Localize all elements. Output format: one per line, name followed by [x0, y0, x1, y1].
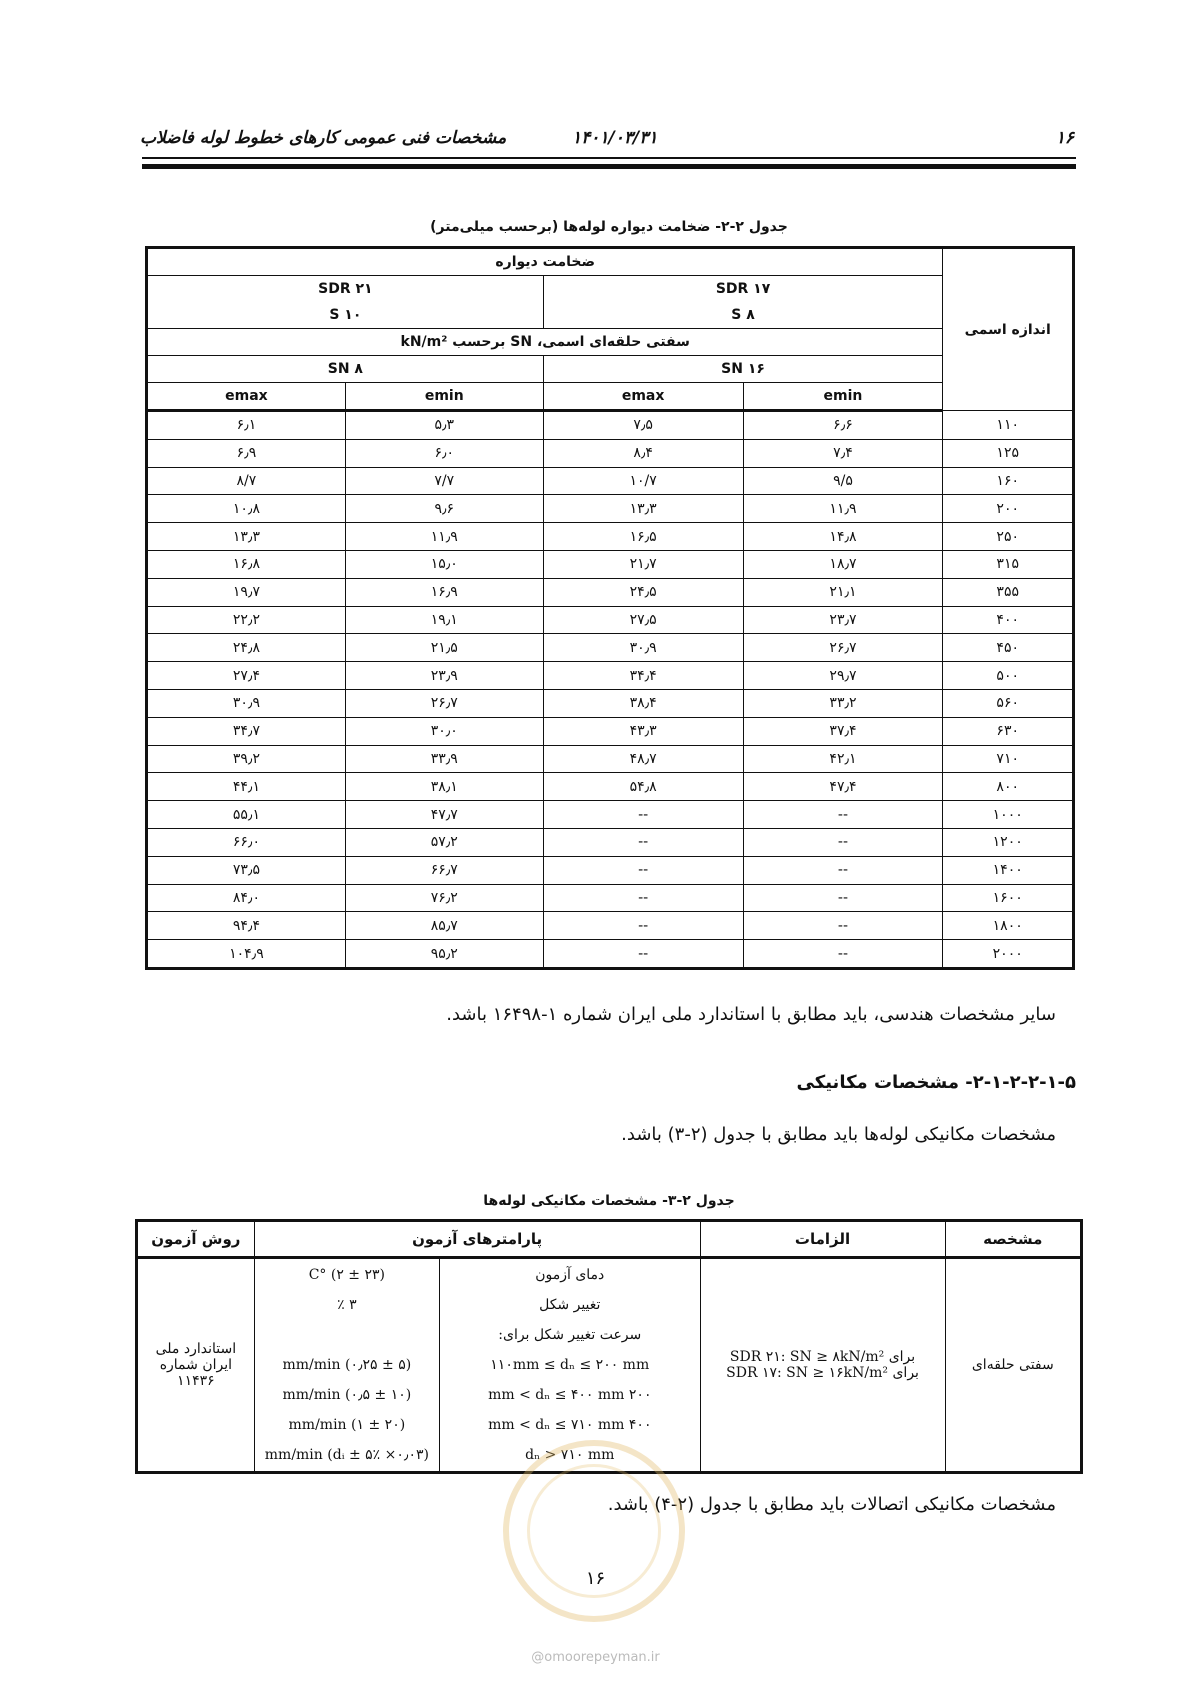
table-cell: ۲۱٫۱ [743, 578, 943, 606]
table-cell: ۹٫۶ [345, 495, 543, 523]
table-cell: ۱۸٫۷ [743, 550, 943, 578]
table-row [147, 439, 1074, 467]
table-cell: ۷/۷ [345, 467, 543, 495]
param-value [256, 1320, 438, 1350]
table-cell: ۱۶۰۰ [943, 884, 1074, 912]
table-cell: ۳۳٫۹ [345, 745, 543, 773]
table-cell: ۳۸٫۴ [543, 689, 743, 717]
table-cell: ۱۴٫۸ [743, 523, 943, 551]
table-cell: ۱۰٫۸ [147, 495, 346, 523]
wall-thickness-header: ضخامت دیواره [147, 248, 943, 276]
table-cell: ۳۰٫۹ [147, 689, 346, 717]
test-method-line: استاندارد ملی [155, 1341, 237, 1357]
table-cell: ۴۵۰ [943, 634, 1074, 662]
table-cell: ۲۰۰ [943, 495, 1074, 523]
table-cell: ۲۶٫۷ [345, 689, 543, 717]
table-row [147, 801, 1074, 829]
sdr17-header: SDR ۱۷ [543, 276, 943, 303]
table-cell: ۱۶٫۸ [147, 550, 346, 578]
col-property: مشخصه [945, 1221, 1081, 1258]
requirement-sdr21: برای SDR ۲۱: SN ≥ ۸kN/m² [729, 1349, 916, 1365]
table-cell: ۱۰۰۰ [943, 801, 1074, 829]
param-names-cell [440, 1258, 701, 1473]
paragraph-geometry-standard: سایر مشخصات هندسی، باید مطابق با استاندارد ملی ایران شماره ۱-۱۶۴۹۸ باشد. [446, 1004, 1056, 1025]
table-cell: ۲۰۰۰ [943, 940, 1074, 969]
param-values-cell [254, 1258, 439, 1473]
header-date: ۱۴۰۱/۰۳/۳۱ [572, 128, 658, 148]
table-cell: -- [743, 912, 943, 940]
table-cell: ۷۳٫۵ [147, 856, 346, 884]
table-cell: ۲۷٫۵ [543, 606, 743, 634]
table-cell: ۳۴٫۴ [543, 662, 743, 690]
table-cell: ۳۸٫۱ [345, 773, 543, 801]
running-header [140, 128, 1074, 150]
table-row [147, 745, 1074, 773]
s8-header: S ۸ [543, 302, 943, 329]
table-cell: ۲۹٫۷ [743, 662, 943, 690]
watermark-seal [503, 1440, 685, 1622]
table-cell: ۶٫۹ [147, 439, 346, 467]
requirement-sdr17: برای SDR ۱۷: SN ≥ ۱۶kN/m² [726, 1365, 919, 1381]
table-row [147, 578, 1074, 606]
sn8-header: SN ۸ [147, 356, 544, 383]
param-name: سرعت تغییر شکل برای: [498, 1327, 642, 1343]
table-cell: ۱۰/۷ [543, 467, 743, 495]
table-cell: ۲۴٫۸ [147, 634, 346, 662]
table-cell: ۶۶٫۰ [147, 828, 346, 856]
table-cell: ۳۴٫۷ [147, 717, 346, 745]
table-cell: ۲۱٫۵ [345, 634, 543, 662]
table-cell: ۱۹٫۱ [345, 606, 543, 634]
nominal-size-header: اندازه اسمی [943, 248, 1074, 411]
table-cell: ۵۵٫۱ [147, 801, 346, 829]
param-name: تغییر شکل [539, 1297, 601, 1313]
table-cell: ۶٫۶ [743, 411, 943, 440]
header-rule-thick [142, 164, 1076, 169]
table-cell: ۷٫۴ [743, 439, 943, 467]
table-cell: ۶۶٫۷ [345, 856, 543, 884]
table-cell: -- [743, 940, 943, 969]
table-cell: ۴۰۰ [943, 606, 1074, 634]
table-cell: ۱۳٫۳ [543, 495, 743, 523]
property-cell: سفتی حلقه‌ای [945, 1258, 1081, 1473]
table-row [147, 523, 1074, 551]
table-cell: -- [543, 856, 743, 884]
table-cell: ۲۴٫۵ [543, 578, 743, 606]
table-cell: ۵۶۰ [943, 689, 1074, 717]
table-cell: ۱۴۰۰ [943, 856, 1074, 884]
table-cell: ۱۶٫۵ [543, 523, 743, 551]
table-cell: ۹۴٫۴ [147, 912, 346, 940]
table-cell: ۵۴٫۸ [543, 773, 743, 801]
table-row [147, 662, 1074, 690]
table-cell: ۱۳٫۳ [147, 523, 346, 551]
col-requirements: الزامات [700, 1221, 945, 1258]
table-cell: -- [743, 828, 943, 856]
table-cell: ۲۷٫۴ [147, 662, 346, 690]
table-cell: -- [743, 856, 943, 884]
table1-caption: جدول ۲-۲- ضخامت دیواره لوله‌ها (برحسب میلی‌متر) [430, 219, 788, 235]
wall-thickness-rows [147, 411, 1074, 969]
table-cell: ۴۸٫۷ [543, 745, 743, 773]
table-cell: ۷۶٫۲ [345, 884, 543, 912]
param-value: (۲۳ ± ۲) °C [308, 1267, 386, 1283]
table-row [147, 467, 1074, 495]
s10-header: S ۱۰ [147, 302, 544, 329]
col-test-params: پارامترهای آزمون [254, 1221, 700, 1258]
col-test-method: روش آزمون [137, 1221, 255, 1258]
table-cell: ۲۳٫۷ [743, 606, 943, 634]
table-cell: ۵۰۰ [943, 662, 1074, 690]
test-method-line: ایران شماره [159, 1357, 233, 1373]
table-cell: ۹۵٫۲ [345, 940, 543, 969]
wall-thickness-table [145, 246, 1075, 970]
table-cell: ۱۱٫۹ [743, 495, 943, 523]
table-cell: ۵۷٫۲ [345, 828, 543, 856]
table-cell: ۴۲٫۱ [743, 745, 943, 773]
table-cell: ۴۳٫۳ [543, 717, 743, 745]
table-cell: ۱۶٫۹ [345, 578, 543, 606]
table-cell: ۸۰۰ [943, 773, 1074, 801]
table-row [147, 856, 1074, 884]
table-cell: ۲۶٫۷ [743, 634, 943, 662]
section-heading-mechanical: ۲-۱-۲-۲-۱-۵- مشخصات مکانیکی [796, 1072, 1076, 1093]
table-cell: ۵٫۳ [345, 411, 543, 440]
table-cell: -- [543, 828, 743, 856]
table-cell: ۱۵٫۰ [345, 550, 543, 578]
table-cell: ۱۹٫۷ [147, 578, 346, 606]
param-name: ۲۰۰ mm < dₙ ≤ ۴۰۰ mm [488, 1387, 652, 1403]
table-cell: ۴۷٫۷ [345, 801, 543, 829]
param-name: ۴۰۰ mm < dₙ ≤ ۷۱۰ mm [488, 1417, 652, 1433]
table-cell: -- [543, 912, 743, 940]
table-cell: ۳۹٫۲ [147, 745, 346, 773]
table-cell: ۴۷٫۴ [743, 773, 943, 801]
table-cell: ۱۱٫۹ [345, 523, 543, 551]
header-rule-thin [142, 157, 1076, 159]
table-cell: ۳۳٫۲ [743, 689, 943, 717]
param-value: ۳ ٪ [337, 1297, 357, 1313]
table-row [147, 495, 1074, 523]
watermark-site: @omoorepeyman.ir [531, 1650, 660, 1665]
table-cell: ۲۲٫۲ [147, 606, 346, 634]
table-cell: ۳۵۵ [943, 578, 1074, 606]
header-page-number: ۱۶ [1055, 128, 1074, 148]
col-emax-sdr21: emax [147, 383, 346, 411]
table-cell: ۸۵٫۷ [345, 912, 543, 940]
table-cell: -- [743, 884, 943, 912]
table-cell: ۱۰۴٫۹ [147, 940, 346, 969]
col-emin-sdr17: emin [743, 383, 943, 411]
param-name: دمای آزمون [535, 1267, 605, 1283]
param-value: (۱۰ ± ۰٫۵) mm/min [282, 1387, 412, 1403]
sdr21-header: SDR ۲۱ [147, 276, 544, 303]
table-cell: -- [543, 940, 743, 969]
paragraph-fittings-ref: مشخصات مکانیکی اتصالات باید مطابق با جدول (۲-۴) باشد. [607, 1494, 1056, 1515]
table-cell: -- [543, 801, 743, 829]
table-row [147, 606, 1074, 634]
param-name: ۱۱۰mm ≤ dₙ ≤ ۲۰۰ mm [490, 1357, 650, 1373]
sn16-header: SN ۱۶ [543, 356, 943, 383]
table-cell: -- [543, 884, 743, 912]
table-row [147, 717, 1074, 745]
table-row [147, 884, 1074, 912]
table-cell: ۸۴٫۰ [147, 884, 346, 912]
table-row [147, 689, 1074, 717]
requirements-cell [700, 1258, 945, 1473]
test-method-line: ۱۱۴۳۶ [177, 1373, 215, 1389]
table-row [147, 940, 1074, 969]
table-cell: ۷۱۰ [943, 745, 1074, 773]
table-cell: ۱۸۰۰ [943, 912, 1074, 940]
table-cell: ۱۶۰ [943, 467, 1074, 495]
param-value: (۰٫۰۳× dᵢ ± ۵٪) mm/min [264, 1447, 429, 1463]
table-cell: ۲۳٫۹ [345, 662, 543, 690]
table-row [147, 411, 1074, 440]
table2-caption: جدول ۲-۳- مشخصات مکانیکی لوله‌ها [483, 1193, 735, 1209]
param-value: (۵ ± ۰٫۲۵) mm/min [282, 1357, 412, 1373]
table-cell: ۱۲۰۰ [943, 828, 1074, 856]
table-cell: ۳۱۵ [943, 550, 1074, 578]
param-value: (۲۰ ± ۱) mm/min [288, 1417, 406, 1433]
table-cell: ۳۰٫۹ [543, 634, 743, 662]
table-row [147, 912, 1074, 940]
table-cell: ۴۴٫۱ [147, 773, 346, 801]
table-row [147, 773, 1074, 801]
col-emin-sdr21: emin [345, 383, 543, 411]
table-cell: ۷٫۵ [543, 411, 743, 440]
test-method-cell [137, 1258, 255, 1473]
stiffness-header: سفتی حلقه‌ای اسمی، SN برحسب kN/m² [147, 329, 943, 356]
table-cell: ۹/۵ [743, 467, 943, 495]
table-row [147, 828, 1074, 856]
table-cell: ۶٫۱ [147, 411, 346, 440]
col-emax-sdr17: emax [543, 383, 743, 411]
table-cell: ۶۳۰ [943, 717, 1074, 745]
mechanical-properties-table [135, 1219, 1083, 1474]
table-cell: ۱۲۵ [943, 439, 1074, 467]
table-cell: ۸٫۴ [543, 439, 743, 467]
table-row [147, 550, 1074, 578]
table-cell: ۶٫۰ [345, 439, 543, 467]
table-cell: ۲۱٫۷ [543, 550, 743, 578]
table-cell: ۲۵۰ [943, 523, 1074, 551]
table-cell: ۳۰٫۰ [345, 717, 543, 745]
table-cell: -- [743, 801, 943, 829]
table-cell: ۸/۷ [147, 467, 346, 495]
table-row [147, 634, 1074, 662]
paragraph-mechanical-ref: مشخصات مکانیکی لوله‌ها باید مطابق با جدول (۲-۳) باشد. [621, 1124, 1056, 1145]
header-title: مشخصات فنی عمومی کارهای خطوط لوله فاضلاب [140, 128, 507, 148]
footer-page-number: ۱۶ [585, 1568, 606, 1589]
table-cell: ۳۷٫۴ [743, 717, 943, 745]
table-cell: ۱۱۰ [943, 411, 1074, 440]
param-name: dₙ > ۷۱۰ mm [525, 1447, 615, 1463]
